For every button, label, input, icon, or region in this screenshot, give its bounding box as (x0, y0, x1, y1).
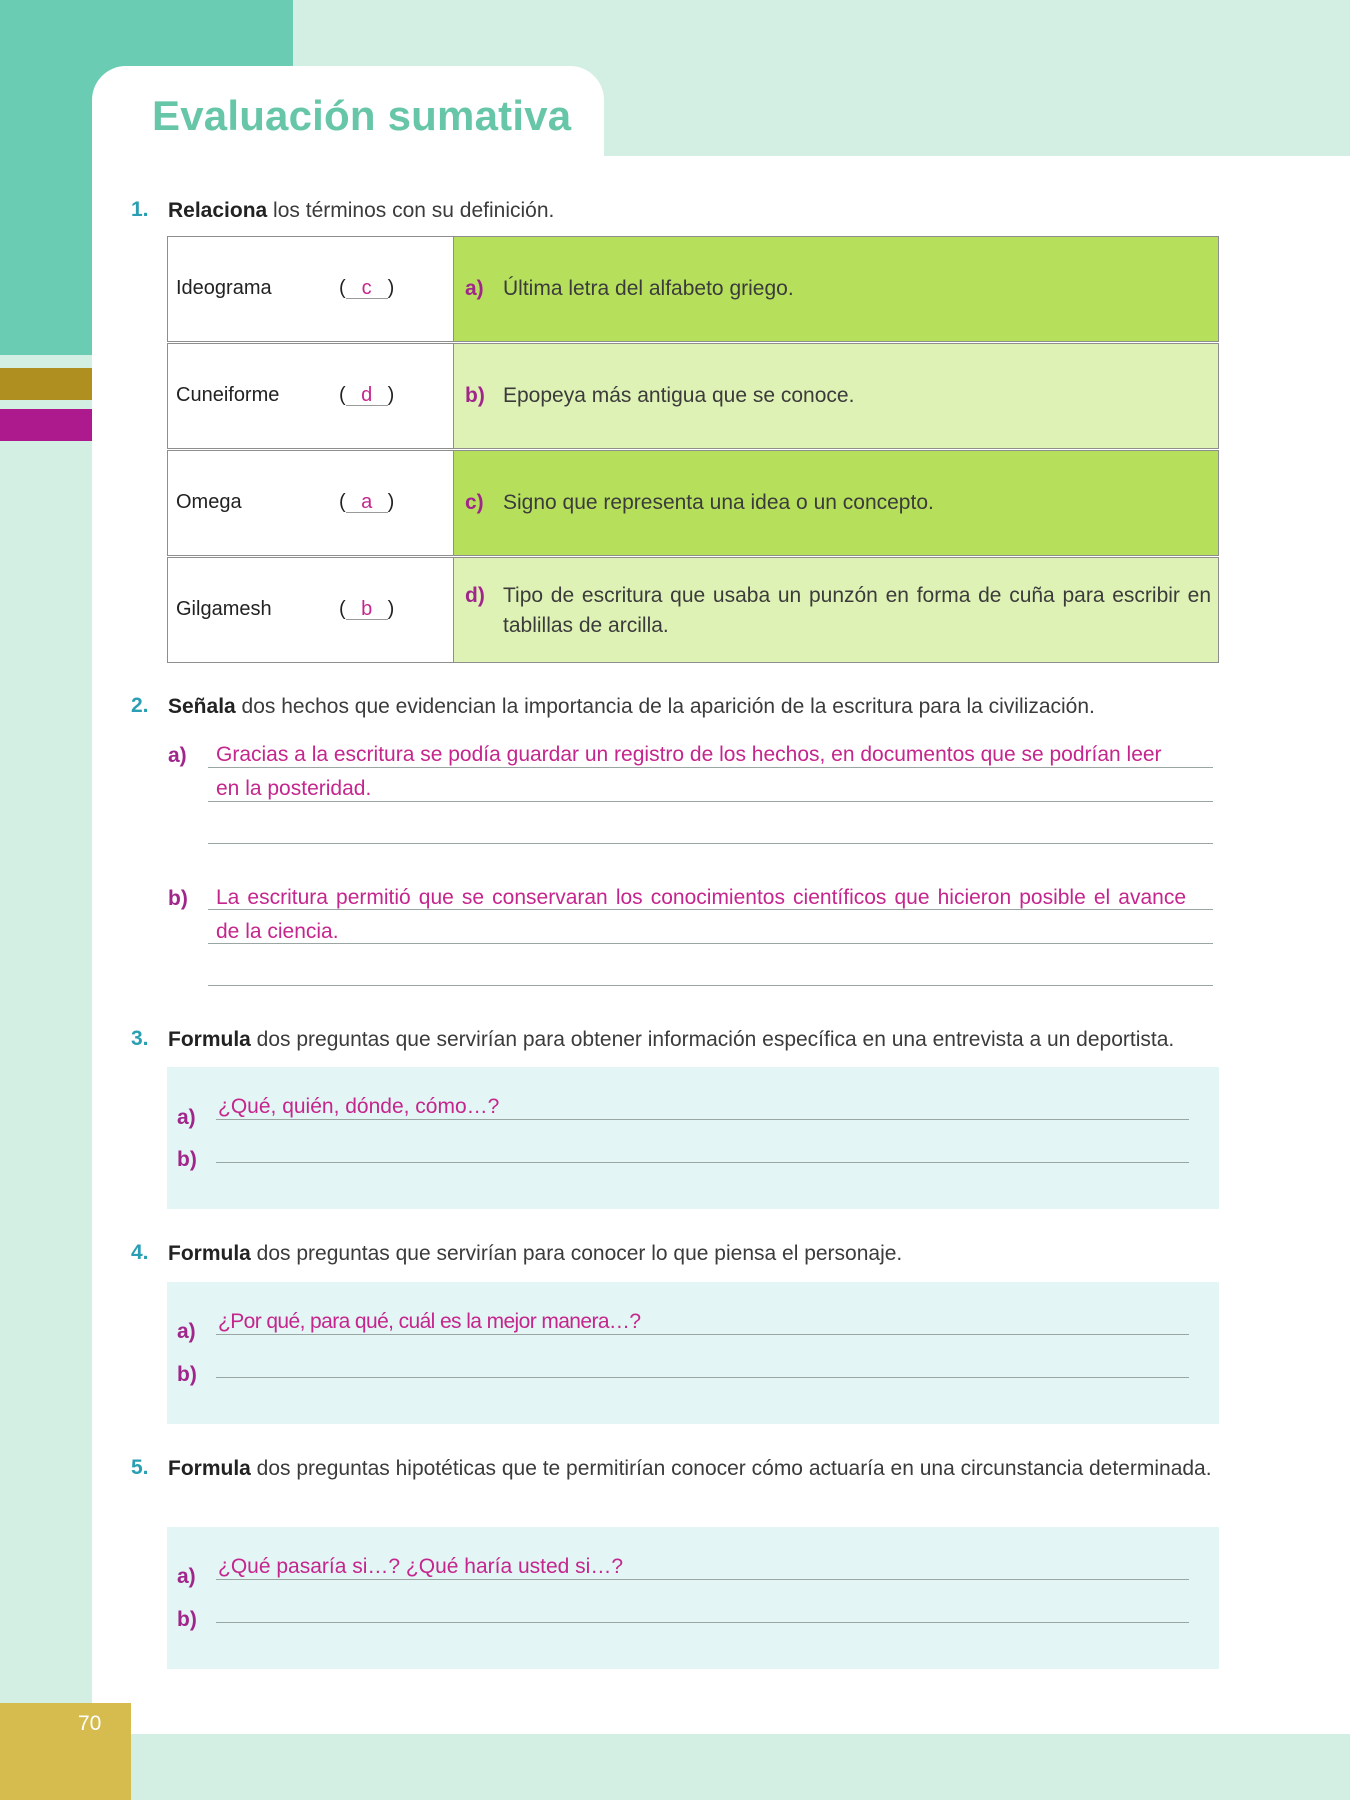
term-cell (167, 343, 454, 449)
term-cell (167, 236, 454, 342)
q2-instruction (168, 692, 1095, 722)
q3-instruction-rest: dos preguntas que servirían para obtener información específica en una entrevista a un deportista. (250, 1028, 1175, 1051)
q5-a-answer[interactable]: ¿Qué pasaría si…? ¿Qué haría usted si…? (218, 1555, 624, 1578)
definition-text: Epopeya más antigua que se conoce. (503, 384, 855, 407)
table-row (167, 557, 1219, 663)
q1-instruction-rest: los términos con su definición. (267, 199, 555, 222)
q5-instruction-rest: dos preguntas hipotéticas que te permitirían conocer cómo actuaría en una circunstancia determinada. (250, 1457, 1212, 1480)
q5-answer-box (167, 1527, 1219, 1669)
q4-instruction-rest: dos preguntas que servirían para conocer lo que piensa el personaje. (250, 1242, 903, 1265)
term-label: Cuneiforme (176, 384, 280, 406)
definition-letter: a) (465, 277, 484, 300)
q4-number: 4. (131, 1241, 149, 1264)
q2-b-label: b) (168, 887, 188, 910)
term-label: Ideograma (176, 277, 272, 299)
answer-line[interactable] (216, 1162, 1189, 1163)
q5-number: 5. (131, 1456, 149, 1479)
definition-letter: c) (465, 491, 484, 514)
q5-instruction (168, 1454, 1220, 1484)
answer-line[interactable] (216, 1377, 1189, 1378)
term-label: Gilgamesh (176, 598, 272, 620)
page-number: 70 (78, 1712, 102, 1735)
definition-cell (454, 450, 1219, 556)
answer-blank[interactable]: ( a ) (339, 491, 395, 513)
definition-letter: d) (465, 584, 485, 607)
answer-value: d (346, 385, 388, 406)
q4-verb: Formula (168, 1242, 251, 1265)
answer-line[interactable] (208, 843, 1213, 844)
q2-a-answer[interactable]: Gracias a la escritura se podía guardar un registro de los hechos, en documentos que se podrían leer en la posteridad. (216, 743, 1162, 800)
q5-a-label: a) (177, 1565, 196, 1588)
q1-instruction (168, 196, 554, 226)
q2-a-label: a) (168, 744, 187, 767)
q5-verb: Formula (168, 1457, 251, 1480)
answer-line[interactable] (216, 1622, 1189, 1623)
table-row (167, 343, 1219, 449)
q3-b-label: b) (177, 1148, 197, 1171)
term-cell (167, 450, 454, 556)
q2-b-answer[interactable]: La escritura permitió que se conservaran los conocimientos científicos que hicieron posible el avance de la ciencia. (216, 886, 1186, 943)
matching-table (167, 236, 1219, 662)
definition-text: Última letra del alfabeto griego. (503, 277, 794, 300)
answer-blank[interactable]: ( d ) (339, 384, 395, 406)
q3-answer-box (167, 1067, 1219, 1209)
q2-verb: Señala (168, 695, 236, 718)
bottom-band (0, 1734, 1350, 1800)
answer-blank[interactable]: ( b ) (339, 598, 395, 620)
decorative-gold-stripe (0, 368, 92, 400)
answer-value: a (346, 492, 388, 513)
definition-text: Tipo de escritura que usaba un punzón en forma de cuña para escribir en tablillas de arcilla. (503, 584, 1211, 637)
page-number-box (0, 1703, 131, 1800)
definition-text: Signo que representa una idea o un concepto. (503, 491, 934, 514)
q4-b-label: b) (177, 1363, 197, 1386)
q3-instruction (168, 1025, 1174, 1055)
answer-blank[interactable]: ( c ) (339, 277, 395, 299)
definition-cell (454, 236, 1219, 342)
definition-letter: b) (465, 384, 485, 407)
q4-a-label: a) (177, 1320, 196, 1343)
term-label: Omega (176, 491, 242, 513)
q2-instruction-rest: dos hechos que evidencian la importancia de la aparición de la escritura para la civilización. (235, 695, 1095, 718)
q3-verb: Formula (168, 1028, 251, 1051)
answer-line[interactable] (208, 985, 1213, 986)
term-cell (167, 557, 454, 663)
q2-number: 2. (131, 694, 149, 717)
definition-cell (454, 343, 1219, 449)
q1-verb: Relaciona (168, 199, 268, 222)
q5-b-label: b) (177, 1608, 197, 1631)
q3-a-answer[interactable]: ¿Qué, quién, dónde, cómo…? (218, 1095, 500, 1118)
q3-number: 3. (131, 1027, 149, 1050)
q4-instruction (168, 1239, 902, 1269)
q4-answer-box (167, 1282, 1219, 1424)
q3-a-label: a) (177, 1106, 196, 1129)
answer-value: c (346, 278, 388, 299)
answer-value: b (346, 599, 388, 620)
q1-number: 1. (131, 198, 149, 221)
page-title: Evaluación sumativa (152, 92, 572, 139)
table-row (167, 236, 1219, 342)
table-row (167, 450, 1219, 556)
definition-cell (454, 557, 1219, 663)
decorative-magenta-stripe (0, 409, 92, 441)
q4-a-answer[interactable]: ¿Por qué, para qué, cuál es la mejor manera…? (218, 1310, 641, 1333)
